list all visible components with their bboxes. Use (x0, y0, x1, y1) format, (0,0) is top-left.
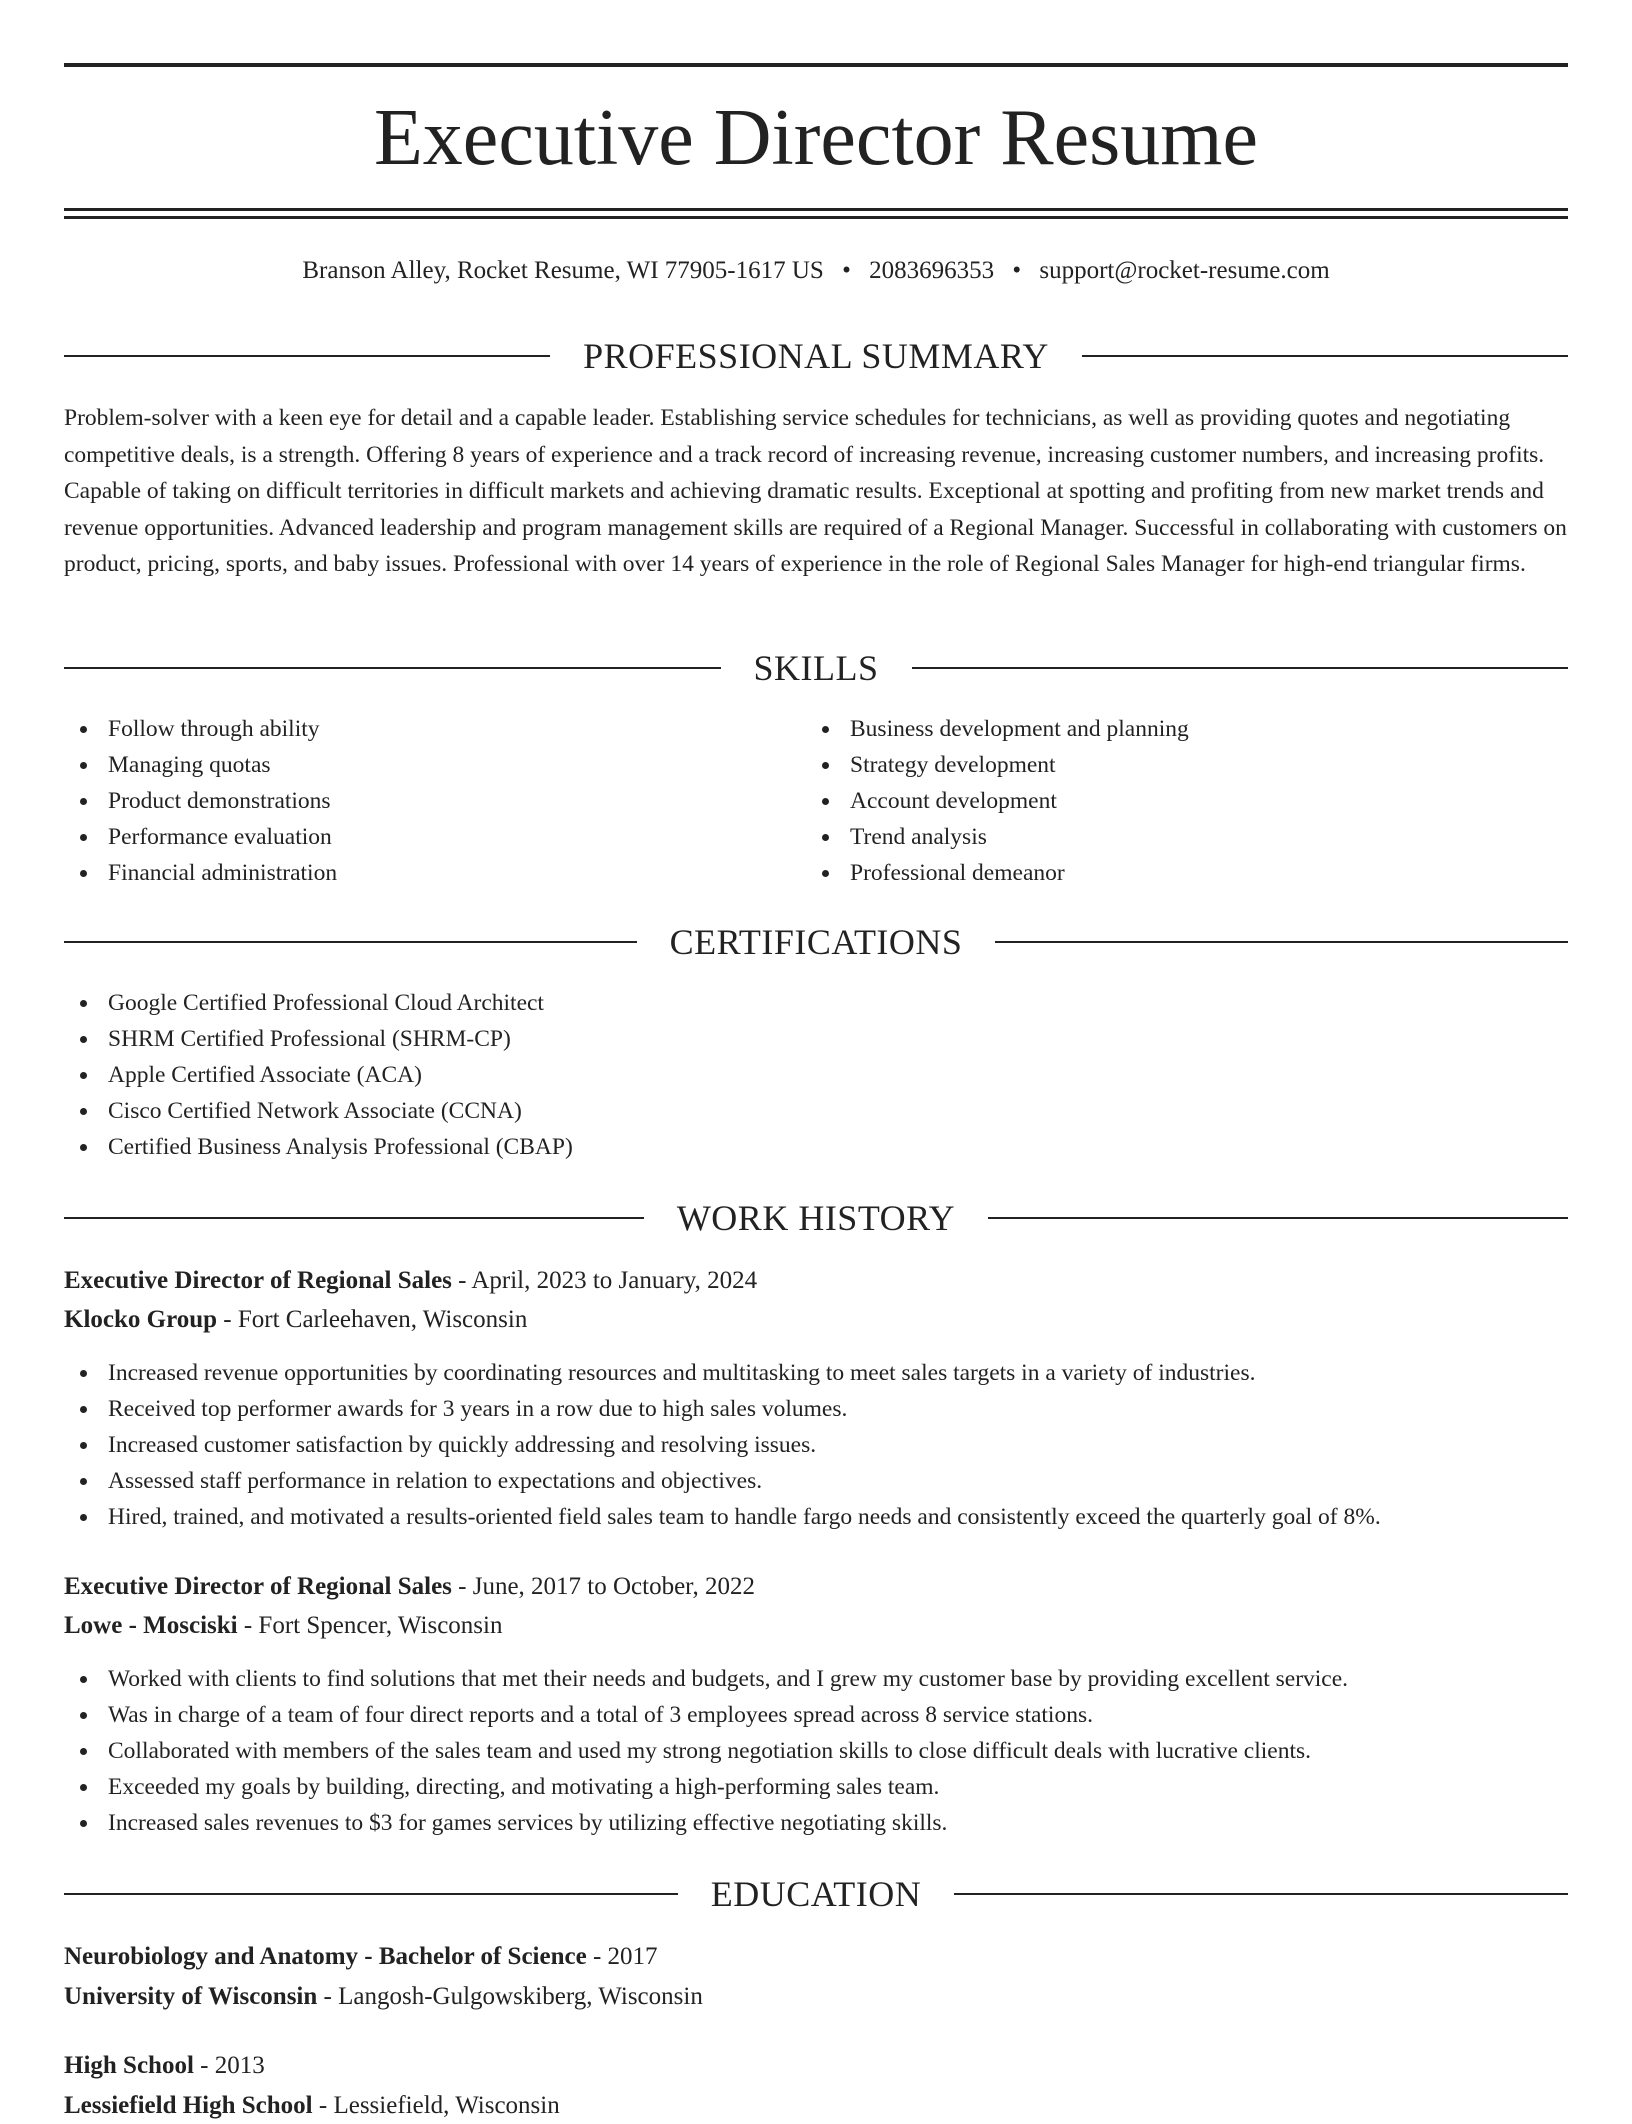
education-year: - 2013 (193, 2052, 265, 2079)
job-bullet: Worked with clients to find solutions that met their needs and budgets, and I grew my customer base by providing excellent service. (64, 1661, 1348, 1697)
education-location: - Langosh-Gulgowskiberg, Wisconsin (317, 1983, 703, 2010)
job-location: - Fort Carleehaven, Wisconsin (217, 1306, 528, 1333)
education-school-line (64, 1979, 1568, 2015)
heading-rule-right (912, 667, 1569, 669)
skills-list-right (806, 711, 1189, 891)
certification-item: Certified Business Analysis Professional (CBAP) (64, 1129, 573, 1165)
job-bullet: Exceeded my goals by building, directing, and motivating a high-performing sales team. (64, 1769, 1348, 1805)
education-degree: High School (64, 2052, 194, 2079)
job-company-line (64, 1608, 1568, 1644)
heading-rule-left (64, 667, 721, 669)
certifications-list (64, 985, 573, 1165)
contact-line (64, 254, 1568, 288)
contact-separator: • (842, 257, 851, 284)
skill-item: Trend analysis (806, 819, 1189, 855)
resume-title: Executive Director Resume (373, 94, 1259, 182)
job-bullet: Hired, trained, and motivated a results-oriented field sales team to handle fargo needs and consistently exceed the quarterly goal of 8%. (64, 1499, 1381, 1535)
job-bullet: Increased customer satisfaction by quickly addressing and resolving issues. (64, 1427, 1381, 1463)
job-bullet: Collaborated with members of the sales team and used my strong negotiation skills to close difficult deals with lucrative clients. (64, 1733, 1348, 1769)
title-double-rule-lower (64, 216, 1568, 219)
education-school: University of Wisconsin (64, 1983, 318, 2010)
education-degree: Neurobiology and Anatomy - Bachelor of Science (64, 1943, 587, 1970)
job-company-line (64, 1302, 1568, 1338)
section-heading-label: EDUCATION (710, 1874, 922, 1914)
section-heading-certifications (64, 922, 1568, 962)
job-bullet: Was in charge of a team of four direct reports and a total of 3 employees spread across 8 service stations. (64, 1697, 1348, 1733)
job-title-line (64, 1569, 1568, 1605)
job-company: Klocko Group (64, 1306, 218, 1333)
section-heading-label: SKILLS (753, 648, 879, 688)
job-bullets (64, 1661, 1348, 1841)
section-heading-summary (64, 336, 1568, 376)
certification-item: Cisco Certified Network Associate (CCNA) (64, 1093, 573, 1129)
skill-item: Managing quotas (64, 747, 337, 783)
heading-rule-left (64, 1217, 644, 1219)
top-rule (64, 63, 1568, 67)
skill-item: Product demonstrations (64, 783, 337, 819)
skill-item: Performance evaluation (64, 819, 337, 855)
section-heading-skills (64, 648, 1568, 688)
certification-item: Apple Certified Associate (ACA) (64, 1057, 573, 1093)
heading-rule-left (64, 1893, 678, 1895)
heading-rule-right (995, 941, 1568, 943)
section-heading-work (64, 1198, 1568, 1238)
heading-rule-right (954, 1893, 1568, 1895)
skills-list-left (64, 711, 337, 891)
job-bullet: Increased sales revenues to $3 for games services by utilizing effective negotiating skills. (64, 1805, 1348, 1841)
contact-address: Branson Alley, Rocket Resume, WI 77905-1617 US (302, 257, 824, 284)
job-bullet: Increased revenue opportunities by coordinating resources and multitasking to meet sales targets in a variety of industries. (64, 1355, 1381, 1391)
summary-paragraph: Problem-solver with a keen eye for detail and a capable leader. Establishing service schedules for technicians, as well as providing quotes and negotiating competitive deals, is a strength. Offering 8 years of experience and a track record of increasing revenue, increasing customer numbers, and increasing profits. Capable of taking on difficult territories in difficult markets and achieving dramatic results. Exceptional at spotting and profiting from new market trends and revenue opportunities. Advanced leadership and program management skills are required of a Regional Manager. Successful in collaborating with customers on product, pricing, sports, and baby issues. Professional with over 14 years of experience in the role of Regional Sales Manager for high-end triangular firms. (64, 405, 1567, 577)
heading-rule-left (64, 355, 550, 357)
skill-item: Financial administration (64, 855, 337, 891)
contact-email: support@rocket-resume.com (1039, 257, 1330, 284)
job-title: Executive Director of Regional Sales (64, 1573, 452, 1600)
job-title-line (64, 1263, 1568, 1299)
skill-item: Account development (806, 783, 1189, 819)
job-title: Executive Director of Regional Sales (64, 1267, 452, 1294)
education-year: - 2017 (586, 1943, 658, 1970)
skill-item: Strategy development (806, 747, 1189, 783)
job-dates: - June, 2017 to October, 2022 (451, 1573, 756, 1600)
job-bullets (64, 1355, 1381, 1535)
skill-item: Business development and planning (806, 711, 1189, 747)
heading-rule-left (64, 941, 637, 943)
job-location: - Fort Spencer, Wisconsin (237, 1612, 503, 1639)
section-heading-education (64, 1874, 1568, 1914)
job-company: Lowe - Mosciski (64, 1612, 238, 1639)
education-location: - Lessiefield, Wisconsin (312, 2092, 560, 2119)
education-school-line (64, 2088, 1568, 2124)
contact-separator: • (1012, 257, 1022, 284)
education-school: Lessiefield High School (64, 2092, 313, 2119)
section-heading-label: WORK HISTORY (676, 1198, 956, 1238)
skill-item: Follow through ability (64, 711, 337, 747)
certification-item: SHRM Certified Professional (SHRM-CP) (64, 1021, 573, 1057)
section-heading-label: CERTIFICATIONS (669, 922, 963, 962)
job-bullet: Received top performer awards for 3 years in a row due to high sales volumes. (64, 1391, 1381, 1427)
education-degree-line (64, 1939, 1568, 1975)
education-degree-line (64, 2048, 1568, 2084)
heading-rule-right (988, 1217, 1568, 1219)
contact-phone: 2083696353 (869, 257, 995, 284)
job-bullet: Assessed staff performance in relation to expectations and objectives. (64, 1463, 1381, 1499)
skill-item: Professional demeanor (806, 855, 1189, 891)
certification-item: Google Certified Professional Cloud Architect (64, 985, 573, 1021)
section-heading-label: PROFESSIONAL SUMMARY (583, 336, 1049, 376)
title-double-rule-upper (64, 208, 1568, 211)
job-dates: - April, 2023 to January, 2024 (451, 1267, 758, 1294)
heading-rule-right (1082, 355, 1568, 357)
